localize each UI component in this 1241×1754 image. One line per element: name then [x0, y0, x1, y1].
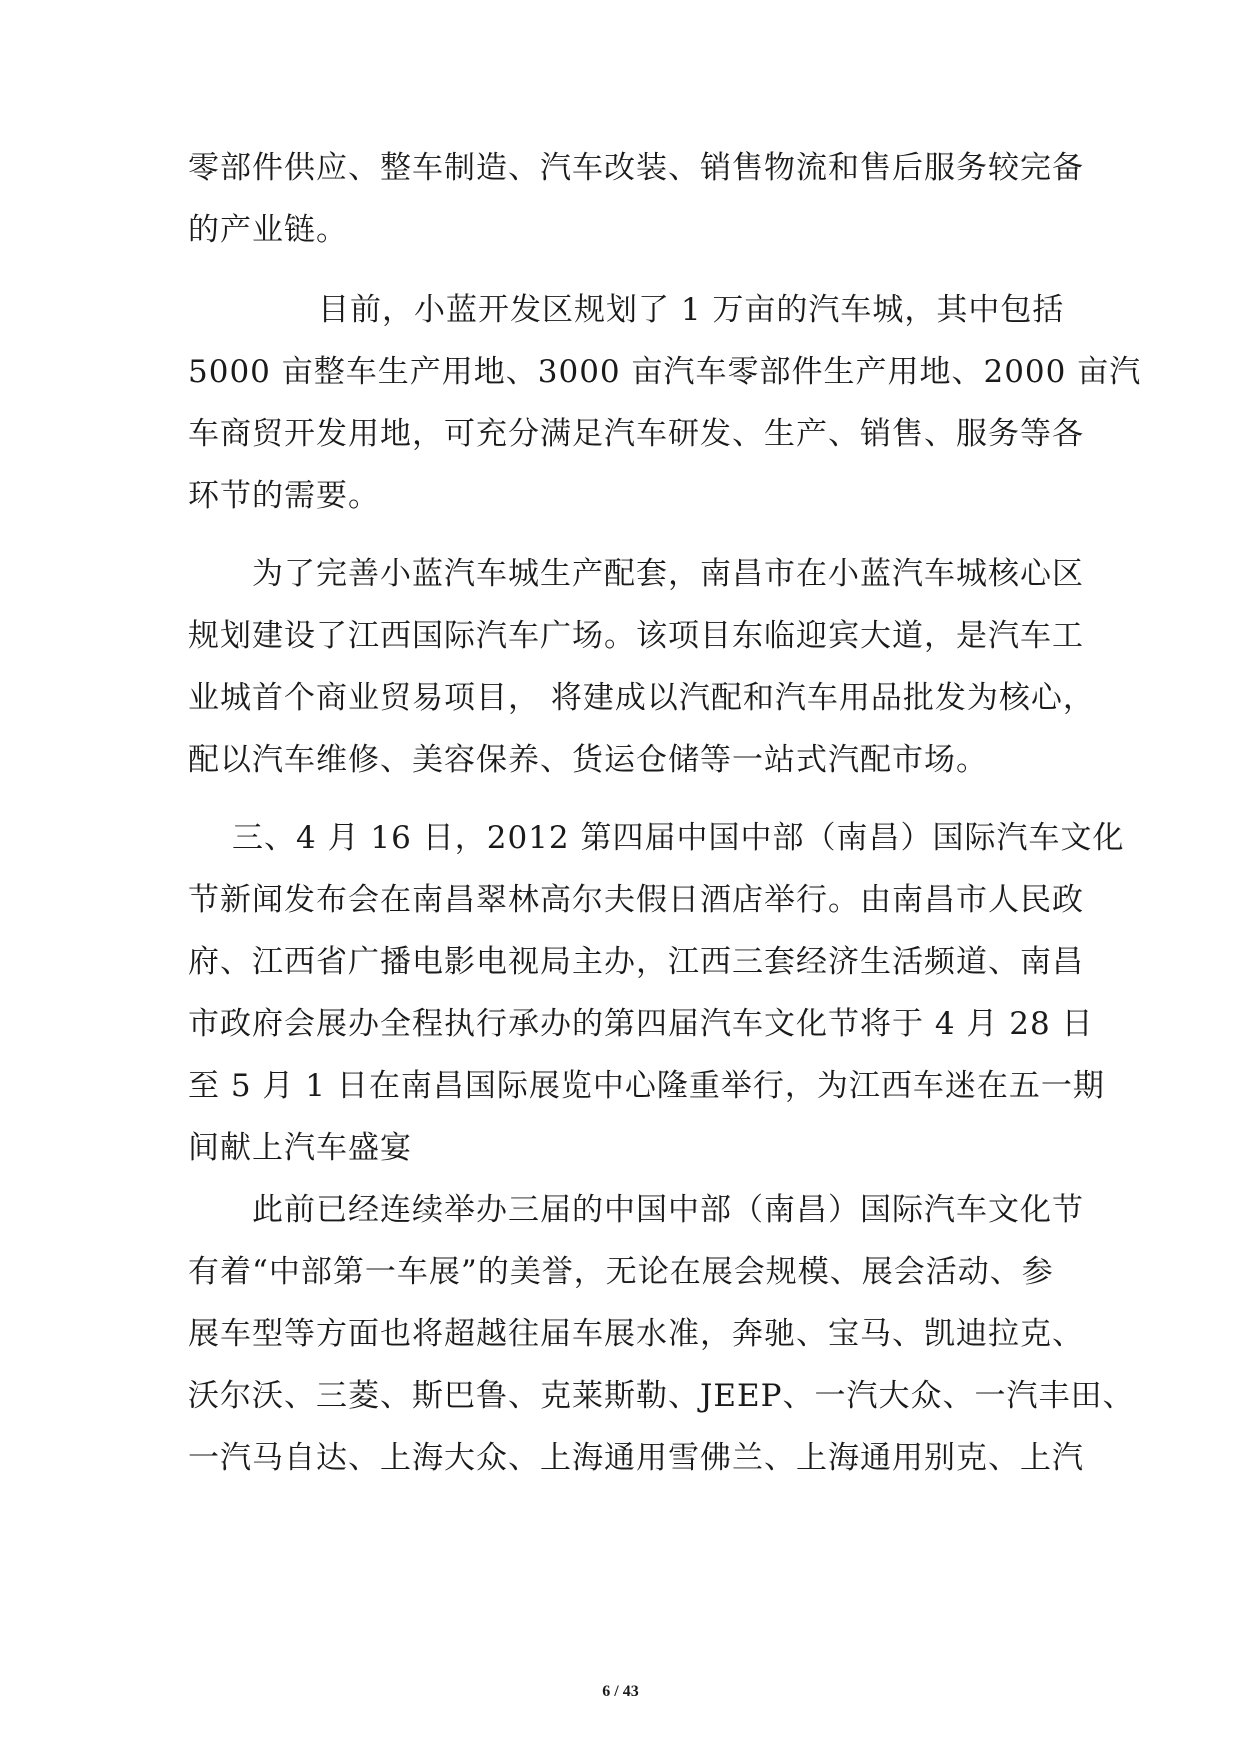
paragraph-2-line-1: 目前，小蓝开发区规划了 1 万亩的汽车城，其中包括	[318, 292, 1065, 328]
paragraph-4-line-1: 三、4 月 16 日，2012 第四届中国中部（南昌）国际汽车文化	[232, 820, 1125, 856]
paragraph-3-line-1: 为了完善小蓝汽车城生产配套，南昌市在小蓝汽车城核心区	[252, 556, 1084, 592]
paragraph-5-line-1: 此前已经连续举办三届的中国中部（南昌）国际汽车文化节	[252, 1192, 1084, 1228]
paragraph-4-line-4: 市政府会展办全程执行承办的第四届汽车文化节将于 4 月 28 日	[188, 1006, 1094, 1042]
paragraph-5-line-3: 展车型等方面也将超越往届车展水准，奔驰、宝马、凯迪拉克、	[188, 1316, 1084, 1352]
paragraph-5-line-5: 一汽马自达、上海大众、上海通用雪佛兰、上海通用别克、上汽	[188, 1440, 1084, 1476]
page-number: 6 / 43	[602, 1683, 639, 1700]
paragraph-4-line-2: 节新闻发布会在南昌翠林高尔夫假日酒店举行。由南昌市人民政	[188, 882, 1084, 918]
paragraph-5-line-4: 沃尔沃、三菱、斯巴鲁、克莱斯勒、JEEP、一汽大众、一汽丰田、	[188, 1378, 1135, 1414]
paragraph-4-line-5: 至 5 月 1 日在南昌国际展览中心隆重举行，为江西车迷在五一期	[188, 1068, 1105, 1104]
paragraph-3-line-2: 规划建设了江西国际汽车广场。该项目东临迎宾大道，是汽车工	[188, 618, 1084, 654]
paragraph-4-line-6: 间献上汽车盛宴	[188, 1130, 412, 1166]
paragraph-2-line-2: 5000 亩整车生产用地、3000 亩汽车零部件生产用地、2000 亩汽	[188, 354, 1142, 390]
paragraph-3-line-3: 业城首个商业贸易项目， 将建成以汽配和汽车用品批发为核心，	[188, 680, 1095, 716]
paragraph-5-line-2: 有着“中部第一车展”的美誉，无论在展会规模、展会活动、参	[188, 1254, 1054, 1290]
paragraph-1-line-1: 零部件供应、整车制造、汽车改装、销售物流和售后服务较完备	[188, 150, 1084, 186]
paragraph-2-line-4: 环节的需要。	[188, 478, 380, 514]
paragraph-2-line-3: 车商贸开发用地，可充分满足汽车研发、生产、销售、服务等各	[188, 416, 1084, 452]
paragraph-1-line-2: 的产业链。	[188, 212, 348, 248]
paragraph-3-line-4: 配以汽车维修、美容保养、货运仓储等一站式汽配市场。	[188, 742, 988, 778]
paragraph-4-line-3: 府、江西省广播电影电视局主办，江西三套经济生活频道、南昌	[188, 944, 1084, 980]
